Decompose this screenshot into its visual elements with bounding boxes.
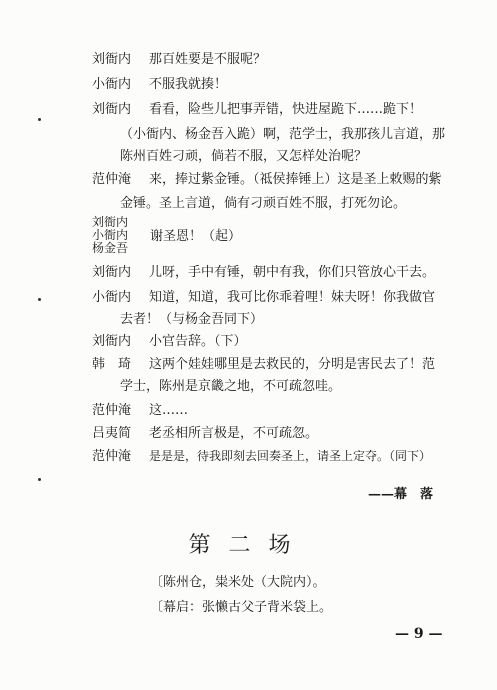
- line-text: 不服我就揍！: [149, 77, 228, 92]
- speaker: 韩 琦: [92, 357, 132, 372]
- speaker: 小衙内: [92, 290, 132, 305]
- scene-title: 第二场: [188, 533, 309, 558]
- line-text: 儿呀，手中有锤，朝中有我，你们只管放心干去。: [149, 265, 436, 280]
- line-text: 这两个娃娃哪里是去救民的，分明是害民去了！范: [149, 357, 436, 372]
- dialogue-line: [92, 265, 467, 281]
- speaker: 范仲淹: [92, 449, 132, 464]
- line-text: 这……: [149, 403, 189, 418]
- dialogue-line: [92, 448, 467, 465]
- line-text: （小衙内、杨金吾入跪）啊，范学士，我那孩儿言道，那: [120, 127, 446, 142]
- scan-speck: [38, 298, 41, 301]
- line-text: 陈州百姓刁顽，倘若不服，又怎样处治呢？: [120, 149, 368, 164]
- line-text: 小官告辞。（下）: [149, 334, 247, 349]
- speaker: 范仲淹: [92, 172, 132, 187]
- continuation-line: [120, 127, 467, 143]
- dialogue-line: [92, 52, 467, 68]
- speaker: 刘衙内: [92, 265, 132, 280]
- continuation-line: [120, 149, 467, 165]
- curtain-cue: ——幕 落: [368, 487, 434, 502]
- continuation-line: [120, 379, 467, 395]
- dialogue-line: [92, 357, 467, 373]
- continuation-line: [120, 312, 467, 328]
- line-text: 是是是，待我即刻去回奏圣上，请圣上定夺。（同下）: [149, 449, 432, 463]
- dialogue-line: [92, 172, 467, 188]
- speaker: 杨金吾: [92, 241, 129, 255]
- scan-speck: [38, 118, 41, 121]
- dialogue-line: [92, 403, 467, 419]
- speaker: 刘衙内: [92, 334, 132, 349]
- group-line-text: 谢圣恩！（起）: [150, 229, 242, 244]
- dialogue-line: [92, 77, 467, 93]
- stage-direction: 〔陈州仓，粜米处（大院内）。: [150, 575, 326, 590]
- line-text: 去者！（与杨金吾同下）: [120, 312, 264, 327]
- continuation-line: [120, 196, 467, 212]
- line-text: 看看，险些儿把事弄错，快进屋跪下……跪下！: [149, 102, 423, 117]
- line-text: 来，捧过紫金锤。（祗侯捧锤上）这是圣上敕赐的紫: [149, 172, 442, 187]
- stage-direction: 〔幕启：张懒古父子背米袋上。: [150, 600, 333, 615]
- line-text: 知道，知道，我可比你乖着哩！妹夫呀！你我做官: [149, 290, 436, 305]
- speaker: 小衙内: [92, 77, 132, 92]
- speaker: 小衙内: [92, 228, 129, 242]
- speaker: 吕夷简: [92, 426, 132, 441]
- speaker: 范仲淹: [92, 403, 132, 418]
- dialogue-line: [92, 102, 467, 118]
- line-text: 学士，陈州是京畿之地，不可疏忽哇。: [120, 379, 342, 394]
- speaker-group: [92, 216, 128, 255]
- line-text: 老丞相所言极是，不可疏忽。: [149, 426, 319, 441]
- speaker: 刘衙内: [92, 215, 129, 229]
- line-text: 那百姓要是不服呢？: [149, 52, 267, 67]
- page-number: — 9 —: [395, 626, 443, 642]
- speaker: 刘衙内: [92, 102, 132, 117]
- speaker: 刘衙内: [92, 52, 132, 67]
- line-text: 金锤。圣上言道，倘有刁顽百姓不服，打死勿论。: [120, 196, 407, 211]
- dialogue-line: [92, 334, 467, 350]
- dialogue-line: [92, 290, 467, 306]
- scan-speck: [38, 478, 41, 481]
- dialogue-line: [92, 426, 467, 442]
